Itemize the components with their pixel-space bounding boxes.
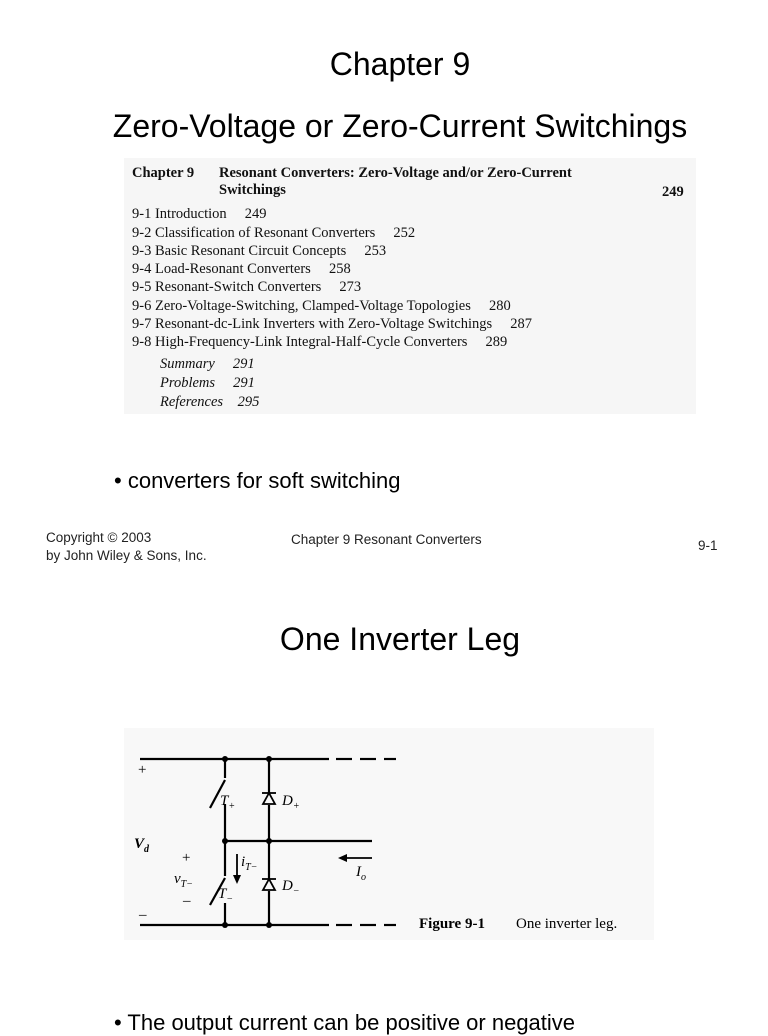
- figure-caption-text: One inverter leg.: [516, 916, 618, 932]
- vt-plus-sign: +: [182, 850, 191, 866]
- slide2-title: One Inverter Leg: [279, 621, 521, 657]
- toc-row: 9-4 Load-Resonant Converters 258: [132, 261, 351, 277]
- vt-label: $v_{T-}$: [174, 871, 193, 890]
- toc-image: [124, 158, 696, 414]
- slide1-subtitle: Zero-Voltage or Zero-Current Switchings: [112, 108, 688, 144]
- io-label: $I_o$: [356, 864, 366, 883]
- inverter-leg-diagram: [124, 728, 654, 940]
- toc-row: 9-2 Classification of Resonant Converters 252: [132, 225, 416, 241]
- footer-page-number: 9-1: [698, 538, 718, 553]
- toc-heading-title: Resonant Converters: Zero-Voltage and/or Zero-Current: [219, 165, 572, 181]
- toc-row: 9-7 Resonant-dc-Link Inverters with Zero-Voltage Switchings 287: [132, 316, 533, 332]
- toc-row: 9-8 High-Frequency-Link Integral-Half-Cycle Converters 289: [132, 334, 508, 350]
- bullet-marker: •: [114, 468, 122, 493]
- figure-caption-label: Figure 9-1: [419, 916, 485, 932]
- toc-row: 9-3 Basic Resonant Circuit Concepts 253: [132, 243, 387, 259]
- toc-extra-row: Problems 291: [160, 375, 255, 391]
- vd-plus-sign: +: [138, 762, 147, 778]
- toc-row: 9-5 Resonant-Switch Converters 273: [132, 279, 362, 295]
- vd-minus-sign: –: [139, 907, 147, 923]
- d-plus-label: $D_+$: [282, 793, 300, 812]
- footer-copyright: Copyright © 2003: [46, 530, 152, 545]
- bullet-text: The output current can be positive or negative: [127, 1010, 576, 1035]
- footer-chapter: Chapter 9 Resonant Converters: [291, 532, 482, 547]
- vt-minus-sign: –: [183, 893, 191, 909]
- inverter-leg-figure: [124, 728, 654, 940]
- toc-heading-page: 249: [662, 184, 684, 200]
- vd-label: $V_d$: [134, 836, 150, 855]
- bullet-text: converters for soft switching: [127, 468, 401, 493]
- footer-copyright-cont: by John Wiley & Sons, Inc.: [46, 548, 207, 563]
- toc-extra-row: Summary 291: [160, 356, 255, 372]
- slide2-bullet: [114, 1010, 575, 1036]
- t-plus-label: $T_+$: [220, 793, 236, 812]
- t-minus-label: $T_-$: [218, 886, 234, 905]
- toc-row: 9-6 Zero-Voltage-Switching, Clamped-Voltage Topologies 280: [132, 298, 511, 314]
- toc-extra-row: References 295: [160, 394, 260, 410]
- toc-heading-title-cont: Switchings: [219, 182, 286, 198]
- toc-heading-label: Chapter 9: [132, 165, 195, 181]
- it-label: $i_{T-}$: [241, 854, 258, 873]
- slide1-bullet: [114, 468, 401, 494]
- bullet-marker: •: [114, 1010, 122, 1035]
- d-minus-label: $D_-$: [282, 878, 300, 897]
- toc-row: 9-1 Introduction 249: [132, 206, 267, 222]
- slide1-title: Chapter 9: [329, 46, 471, 82]
